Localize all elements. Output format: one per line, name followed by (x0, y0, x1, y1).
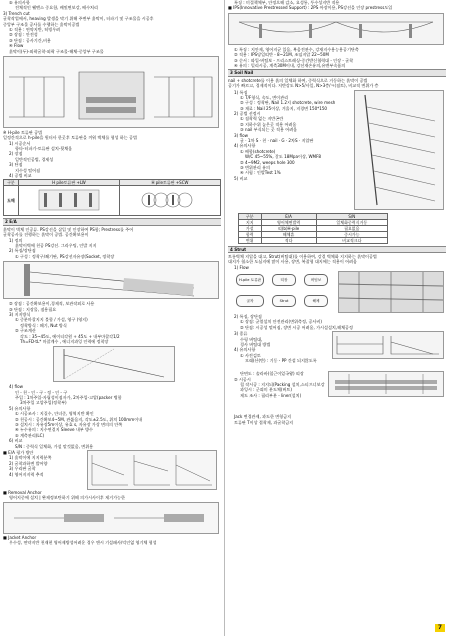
text-line: ② 4~9M2, weeps hole 300 (240, 159, 295, 165)
text-line: ① 장점: 균열설치 안전관리(변위측정, 공사비) (240, 319, 322, 325)
page-number: 7 (435, 624, 445, 632)
text-line: 4) flow (9, 384, 23, 390)
strut-kind-diagram (332, 331, 444, 359)
text-line: ② 적용 : IPS당일띠반 - 8~21M, 조임지압 22~50M (234, 52, 329, 58)
h-pile-block (3, 130, 221, 179)
text-line: ③ 설치시 : 자유장5m이상, 유효 s, 자유장 가상 면의의 안쪽 (15, 422, 123, 428)
text-line: 제도 조사 : 필리부분 - liner(설치) (240, 392, 302, 398)
text-line: ② 천공시 : 공간확보4~5M, 관뚫음지, 각도±2.5도, 위치 100mm이내 (15, 416, 143, 422)
text-line: ⑤ 계측관리(LC) (15, 432, 45, 438)
text-line: 3) 지지방식 (9, 311, 31, 317)
table-cell: 적다 (261, 237, 316, 243)
table-cell: 중시가능 (316, 231, 387, 237)
table-cell: 일체화중력식거동 (316, 219, 387, 225)
text-line: 3) 우리판 굴착 (9, 466, 36, 472)
text-line: ④ 유의 : 밀리시공, 계측30M이내, 강선재손유의,유엔부속품의 (234, 62, 346, 68)
text-line: ① 점착력 없는 지반곤란 (240, 116, 284, 122)
text-line: 5) 유의사항 (9, 405, 31, 411)
flow-step: H-pile 토류판 (236, 274, 264, 286)
anchor-angle-diagram (53, 346, 175, 382)
table-cell: 띠(b)H-pile (261, 225, 316, 231)
text-line: 2) 공법 선정시 (234, 111, 261, 117)
soil-nail-diagram (354, 90, 444, 210)
text-line: 1) 시공순서 (9, 140, 31, 146)
text-line: 3) flow (234, 132, 248, 138)
text-line: 각도 : 35~45도, 에이티각원 + 45도 + 내부마찰각1/2 (20, 333, 120, 339)
trench-cut-block (3, 0, 221, 54)
ea-block-b (3, 301, 221, 344)
text-line: 모래(산(반) : 기둥 - PP 간섭 되지않도록 (245, 358, 317, 364)
text-line: ② 장점 : 공간확보용이,경제적, 보관작외로 사용 (9, 301, 95, 307)
text-line: ② 지하수위 높은곳 적용 어려움 (240, 121, 297, 127)
text-line: 흙막이(두)-외곽굴착-외곽 구조물-해체-중앙부 구조물 (9, 48, 104, 54)
text-line: 1) Flow (234, 264, 249, 270)
text-line: ■ E/A 평가 방안 (3, 449, 34, 455)
ips-diagram (228, 13, 444, 45)
text-line: 일정간격으로 h-pile을 원터사 한곳후 토류판을 끼워 벽체를 형성 하는 공법 (3, 135, 137, 141)
text-line: 4) 유의사항 (234, 347, 256, 353)
ea-eval-block (3, 450, 221, 490)
text-line: ⑤ 유의사항 (9, 0, 30, 5)
column-divider (224, 0, 225, 636)
text-line: ① 특징 : 지안제, 영어지균 있음, 복음전관수, 강재지수용능용공기단축 (234, 46, 359, 52)
flow-step: 버팀보 (304, 274, 328, 286)
text-line: ■ Jacket Anchor (3, 534, 37, 540)
text-line: 5) 비교 (234, 175, 248, 181)
table-cell: 도해 (4, 186, 19, 216)
text-line: ① T/F형식, 속도, 변이관리 (240, 94, 289, 100)
strut-kinds (228, 331, 446, 371)
text-line: ③ 재료 : Nail 25이상, 겨울지, 지경면 150*150 (240, 105, 328, 111)
text-line: 2) 특징, 장단점 (234, 314, 262, 320)
ea-flow-block (3, 384, 221, 449)
text-line: ④ 시험 : 인발Test 1% (240, 170, 281, 176)
text-line: 굴 · 1차 S · 천 · nail · G · 2차S · 지압판 (240, 138, 314, 144)
table-cell: 비교적크다 (316, 237, 387, 243)
text-line: 4) 영어지지력 추적 (9, 471, 44, 477)
table-cell: 지지 (239, 219, 262, 225)
text-line: 6) 비교 (9, 438, 23, 444)
text-line: 굴착공사를 진행하는 흙막이 공법. 공간확보용이 (3, 232, 89, 238)
ea-diagram (3, 261, 219, 299)
trench-cut-diagram (3, 56, 219, 128)
text-line: 공기가 빠르고, 경제적이다. 저반강도 N>5/사일, N>3층/ㅋ(점토), 비교적 변위가 층 (228, 83, 379, 89)
text-line: 3) Trench cut (3, 10, 30, 16)
soil-nail-body (228, 90, 446, 212)
text-line: 중앙부 구조물 공사를 수행하는 흙막이공법 (3, 21, 80, 27)
text-line: 2) 굴착과하변 발어양 (9, 460, 48, 466)
text-line: ※ H-pile 토류판 공법 (3, 129, 43, 135)
text-line: W/C 45~55%, 갈도 18Mpa이상, WMF8 (245, 154, 322, 160)
text-line: 4) 공법 비교 (9, 173, 32, 179)
table-header: 구분 (239, 213, 262, 219)
text-line: 흙막이 벽체 인공류. PS강선을 삽입 및 인장하여 PS함; Prestress를 주어 (3, 226, 134, 232)
ips-list (228, 47, 446, 69)
text-line: ① 중분마찰지지 불합 / 가설, 영구 (영지) (15, 317, 88, 323)
text-line: ② 구조계산 (15, 328, 36, 334)
text-line: ③ 단점 : 공사기간,비용 (9, 37, 51, 43)
table-header: 구분 (4, 180, 19, 186)
text-line: 2) 장점 (9, 151, 23, 157)
text-line: 3) 단점 (9, 162, 23, 168)
text-line: nail + shotcrete를 이용 흙의 일체화 하여, 중력식으로 거동하는 흙막이 공법 (228, 77, 368, 83)
text-line: 1) 정의 (9, 237, 23, 243)
table-row (239, 237, 388, 243)
section-title-strut: 4 Strut (228, 246, 446, 253)
text-line: 대지가 협소한 도심지에 많이 사용, 장변, 복잡형 대지에는 적용이 어려움 (228, 259, 357, 265)
text-line: ② 장점 : 안전성 (9, 32, 38, 38)
table-header: S/N (316, 213, 387, 219)
soil-nail-intro (228, 78, 446, 89)
section-title-ea: 2 E/A (3, 218, 221, 225)
text-line: ① 구성 : 정착구/쐐기판, PS강선자유장(Socket, 정착장 (15, 253, 115, 259)
ea-block (3, 227, 221, 259)
strut-flow-chart (228, 271, 446, 313)
ea-sn-compare-table (238, 213, 388, 244)
text-line: ③ nail 부식되는 곳 적용 어려움 (240, 127, 298, 133)
text-line: 3차주입 고압주입(정착부) (20, 400, 67, 406)
table-cell: 영어체면발력 (261, 219, 316, 225)
text-line: ② 단점: 시공성 떨어짐, 장변 시공 어려움, 가시설설치,해체공정 (240, 324, 353, 330)
left-column (3, 0, 221, 546)
text-line: 수평 버팀대, (240, 336, 263, 342)
text-line: 과잉시 : 군뢰미 분도체(버트) (240, 387, 292, 393)
text-line: 인 - 천 - 인 - 구 - 정 - 인 - 구 (15, 389, 68, 395)
table-cell: 해체휴 (261, 231, 316, 237)
table-header: H pile토류판 +LW (18, 180, 119, 186)
text-line: 흙막이벽에 천공 PS강선. 그라우팅, 인발 지지 (15, 242, 97, 248)
ea-eval-figures (87, 450, 217, 490)
text-line: ④ 누수유의 : 지수연결지 Sleeve 내부 방수 (15, 427, 93, 433)
section-title-soil-nail: 3 Soil Nail (228, 69, 446, 76)
text-line: ① 사전검토 (240, 352, 261, 358)
text-line: 1) 흙막이에 지지력분쪽 (9, 455, 52, 461)
text-line: ② 구성 : 정착판, Nail 1.2지 shotcrete, wire mesh (240, 100, 336, 106)
text-line: 철 작시공 : 지지되(Packing 설치,스티프너보강 (240, 382, 325, 388)
text-line: 주입 : 1차주입-자립성이점자가, 2차주입-고압(packer 병합 (15, 395, 122, 401)
text-line: ① 시공조사 : 지질수, 안녀준, 영역지반 확인 (15, 411, 94, 417)
h-pile-compare-table (3, 179, 221, 216)
text-line: 지수성 떨어짐 (15, 167, 41, 173)
text-line: 단면도 : 솔라바(철근이었국왕) 띠장 (240, 371, 304, 377)
text-line: 2) 특징/장단점 (9, 248, 36, 254)
removal-anchor-diagram (3, 502, 219, 534)
text-line: ① 배합(shotcrete) (240, 148, 276, 154)
text-line: ③ 단점 : 지장물, 점용필요 (9, 306, 57, 312)
text-line: 토류판 T이상 접착제, 과굴착금지 (234, 419, 294, 425)
text-line: 굴착작업에서, heaving 발생을 막기 위해 주변부 흙막이, 터파기 및 구조물을 시공후 (3, 16, 154, 22)
text-line: 영어지중에 설치 | 완제정보탄하기 위해 의가시사이후 제거가능한 (9, 495, 125, 501)
text-line: Th=FD·tL* 마찰계수 , 에너지과잉 인력에 정착장 (20, 338, 109, 344)
flow-step: 굴착 (236, 295, 264, 307)
hpile-scw-figure (119, 186, 220, 216)
text-line: 일반적인공법, 경제성 (15, 156, 54, 162)
removal-anchor-block (3, 490, 221, 501)
text-line: ① 적용 : 연약지반, 히빙우려 (9, 26, 61, 32)
text-line: 전체적인 웰맨스 중요함, 배및면보강, 배수처리 (15, 5, 98, 11)
right-column (228, 0, 446, 433)
jacket-anchor-block (3, 535, 221, 546)
text-line: 항타-터파기-토류판 설치-뒷채움 (15, 146, 73, 152)
text-line: ③ 변위관리 유의 (240, 164, 270, 170)
text-line: ■ Removal Anchor (3, 489, 42, 495)
text-line: 정착방식 : 쐐기, Nut 방식 (20, 322, 67, 328)
flow-step: 띠장 (272, 274, 296, 286)
text-line: ② 시공시 (234, 376, 251, 382)
strut-cautions (228, 371, 446, 433)
table-header: H pile토류판 +SCW (119, 180, 220, 186)
hpile-lw-figure (18, 186, 119, 216)
flow-step: Strut (272, 295, 296, 307)
table-cell: 가설 (239, 225, 262, 231)
flow-step: 해체 (304, 295, 328, 307)
table-cell: 합력 (239, 231, 262, 237)
strut-intro (228, 254, 446, 270)
text-line: 1) 특징 (234, 89, 248, 95)
text-line: ③ 순서 : 따입-버팀보 - 프리스트레싱-중간받신협력대 - 인장 - 굴착 (234, 57, 354, 63)
ips-block (228, 0, 446, 11)
text-line: S/N : 중력식 일체화, 가설 말것없음, 변위용 (15, 443, 94, 449)
text-line: 트롱벽체 지압을 대고, Strut(버팀대)를 이용하여, 강결 벽체화 지지하는 흙막이공법 (228, 253, 377, 259)
table-cell: 변위 (239, 237, 262, 243)
table-cell: 필요없음 (316, 225, 387, 231)
table-header: E/A (261, 213, 316, 219)
text-line: Jack 변경관제, 과도한 변형금지 (234, 414, 292, 420)
text-line: 우수성, 연약지반 천재현 영어제방성어려운 경우 앤시 기설패사/덕인없 영기체 형성 (9, 540, 157, 546)
text-line: ④ Flow (9, 43, 24, 49)
text-line: 특징 : 미절책체부, 안정으해 감소, 요성통, 투수성지반 적용 (234, 0, 340, 5)
text-line: 3) 종류 (234, 331, 248, 337)
text-line: 경사 버팀대 방법 (240, 342, 271, 348)
text-line: 4) 유의사항 (234, 143, 256, 149)
strut-photo (338, 271, 444, 313)
text-line: ■ IPS(Innovative Prestressed Support) : 2PS 아장이용, PS강선을 인장 prestress도입 (228, 5, 393, 11)
strut-features (228, 314, 446, 330)
